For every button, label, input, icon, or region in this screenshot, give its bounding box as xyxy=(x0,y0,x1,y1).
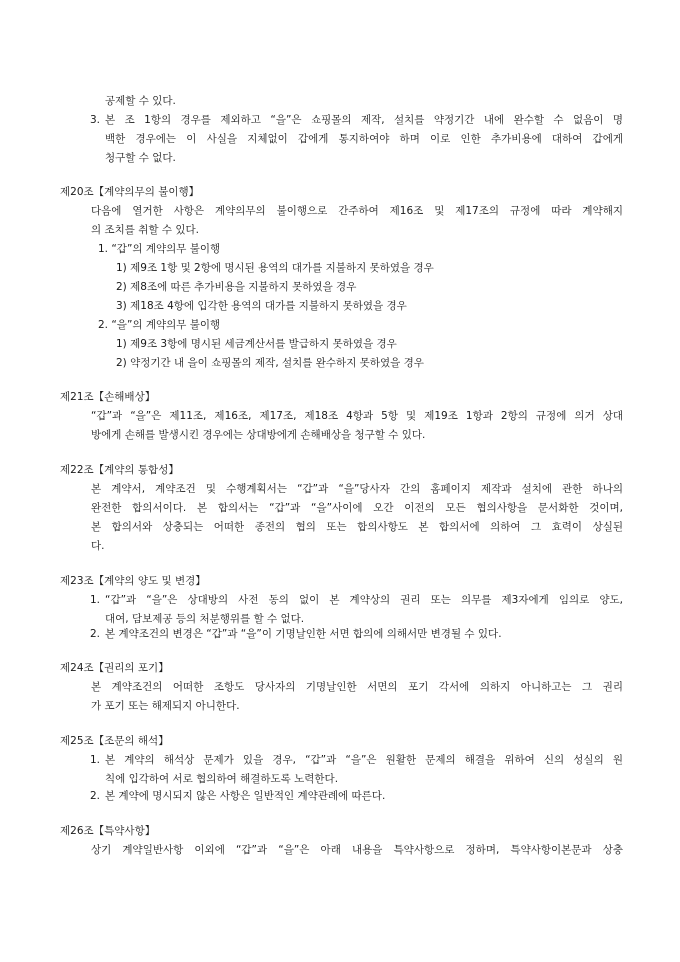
text-line: 청구할 수 없다. xyxy=(105,152,176,164)
text-line: 본 계약에 명시되지 않은 사항은 일반적인 계약관례에 따른다. xyxy=(105,790,386,802)
article-20-sub2-items xyxy=(116,335,616,373)
text-line: “갑”과 “을”은 상대방의 사전 동의 없이 본 계약상의 권리 또는 의무를 제3자에게 임의로 양도, xyxy=(105,594,623,606)
text-line: 다. xyxy=(91,540,105,552)
list-item: 1) 제9조 3항에 명시된 세금계산서를 발급하지 못하였을 경우 xyxy=(116,338,397,350)
article-21-heading: 제21조【손해배상】 xyxy=(60,391,156,403)
article-20-sub1-items xyxy=(116,259,616,316)
article-20-sub2 xyxy=(98,316,598,335)
list-item: 2) 약정기간 내 을이 쇼핑몰의 제작, 설치를 완수하지 못하였을 경우 xyxy=(116,357,424,369)
article-23-item-1 xyxy=(90,591,623,629)
text-line: 대여, 담보제공 등의 처분행위를 할 수 없다. xyxy=(105,613,305,625)
article-21-body xyxy=(91,407,623,445)
article-20-sub1 xyxy=(98,240,598,259)
text-line: 상기 계약일반사항 이외에 “갑”과 “을”은 아래 내용을 특약사항으로 정하며, 특약사항이본문과 상충 xyxy=(91,844,623,856)
item-marker: 2. xyxy=(90,628,101,640)
article-24-heading: 제24조【권리의 포기】 xyxy=(60,662,169,674)
article-25-item-2 xyxy=(90,787,623,806)
text-line: 본 합의서와 상충되는 어떠한 종전의 협의 또는 합의사항도 본 합의서에 의하여 그 효력이 상실된 xyxy=(91,521,623,533)
article-23-item-2 xyxy=(90,625,623,644)
item-marker: 2. xyxy=(90,790,101,802)
text-line: 다음에 열거한 사항은 계약의무의 불이행으로 간주하여 제16조 및 제17조의 규정에 따라 계약해지 xyxy=(91,205,623,217)
article-20-heading: 제20조【계약의무의 불이행】 xyxy=(60,186,200,198)
article-22-body xyxy=(91,480,623,556)
list-item: 3) 제18조 4항에 입각한 용역의 대가를 지불하지 못하였을 경우 xyxy=(116,300,407,312)
text-line: 백한 경우에는 이 사실을 지체없이 갑에게 통지하여야 하며 이로 인한 추가비용에 대하여 갑에게 xyxy=(105,133,623,145)
text-line: 본 조 1항의 경우를 제외하고 “을”은 쇼핑몰의 제작, 설치를 약정기간 내에 완수할 수 없음이 명 xyxy=(105,114,623,126)
article-25-heading: 제25조【조문의 해석】 xyxy=(60,735,169,747)
article-23-heading: 제23조【계약의 양도 및 변경】 xyxy=(60,575,206,587)
list-item: 1) 제9조 1항 및 2항에 명시된 용역의 대가를 지불하지 못하였을 경우 xyxy=(116,262,434,274)
text-line: 본 계약조건의 어떠한 조항도 당사자의 기명날인한 서면의 포기 각서에 의하지 아니하고는 그 권리 xyxy=(91,681,623,693)
text-line: 의 조치를 취할 수 있다. xyxy=(91,224,199,236)
text-line: 본 계약의 해석상 문제가 있을 경우, “갑”과 “을”은 원활한 문제의 해결을 위하여 신의 성실의 원 xyxy=(105,754,623,766)
item-marker: 1. xyxy=(90,594,101,606)
item-marker: 3. xyxy=(90,114,101,126)
text-line: 공제할 수 있다. xyxy=(105,95,176,107)
item-marker: 1. xyxy=(90,754,101,766)
text-line: 본 계약조건의 변경은 “갑”과 “을”이 기명날인한 서면 합의에 의해서만 변경될 수 있다. xyxy=(105,628,502,640)
text-line: 본 계약서, 계약조건 및 수행계획서는 “갑”과 “을”당사자 간의 홈페이지 제작과 설치에 관한 하나의 xyxy=(91,483,623,495)
article-26-heading: 제26조【특약사항】 xyxy=(60,825,156,837)
clause-item-3 xyxy=(90,111,623,168)
text-line: 완전한 합의서이다. 본 합의서는 “갑”과 “을”사이에 오간 이전의 모든 협의사항을 문서화한 것이며, xyxy=(91,502,623,514)
article-26-body xyxy=(91,841,623,860)
sub-clause-label: 1. “갑”의 계약의무 불이행 xyxy=(98,243,221,255)
text-line: 방에게 손해를 발생시킨 경우에는 상대방에게 손해배상을 청구할 수 있다. xyxy=(91,429,426,441)
sub-clause-label: 2. “을”의 계약의무 불이행 xyxy=(98,319,221,331)
text-line: 가 포기 또는 해제되지 아니한다. xyxy=(91,700,240,712)
article-24-body xyxy=(91,678,623,716)
article-20-intro xyxy=(91,202,623,240)
clause-continuation xyxy=(105,92,615,111)
text-line: “갑”과 “을”은 제11조, 제16조, 제17조, 제18조 4항과 5항 및 제19조 1항과 2항의 규정에 의거 상대 xyxy=(91,410,623,422)
article-25-item-1 xyxy=(90,751,623,789)
list-item: 2) 제8조에 따른 추가비용을 지불하지 못하였을 경우 xyxy=(116,281,357,293)
text-line: 칙에 입각하여 서로 협의하여 해결하도록 노력한다. xyxy=(105,773,339,785)
article-22-heading: 제22조【계약의 통합성】 xyxy=(60,464,179,476)
